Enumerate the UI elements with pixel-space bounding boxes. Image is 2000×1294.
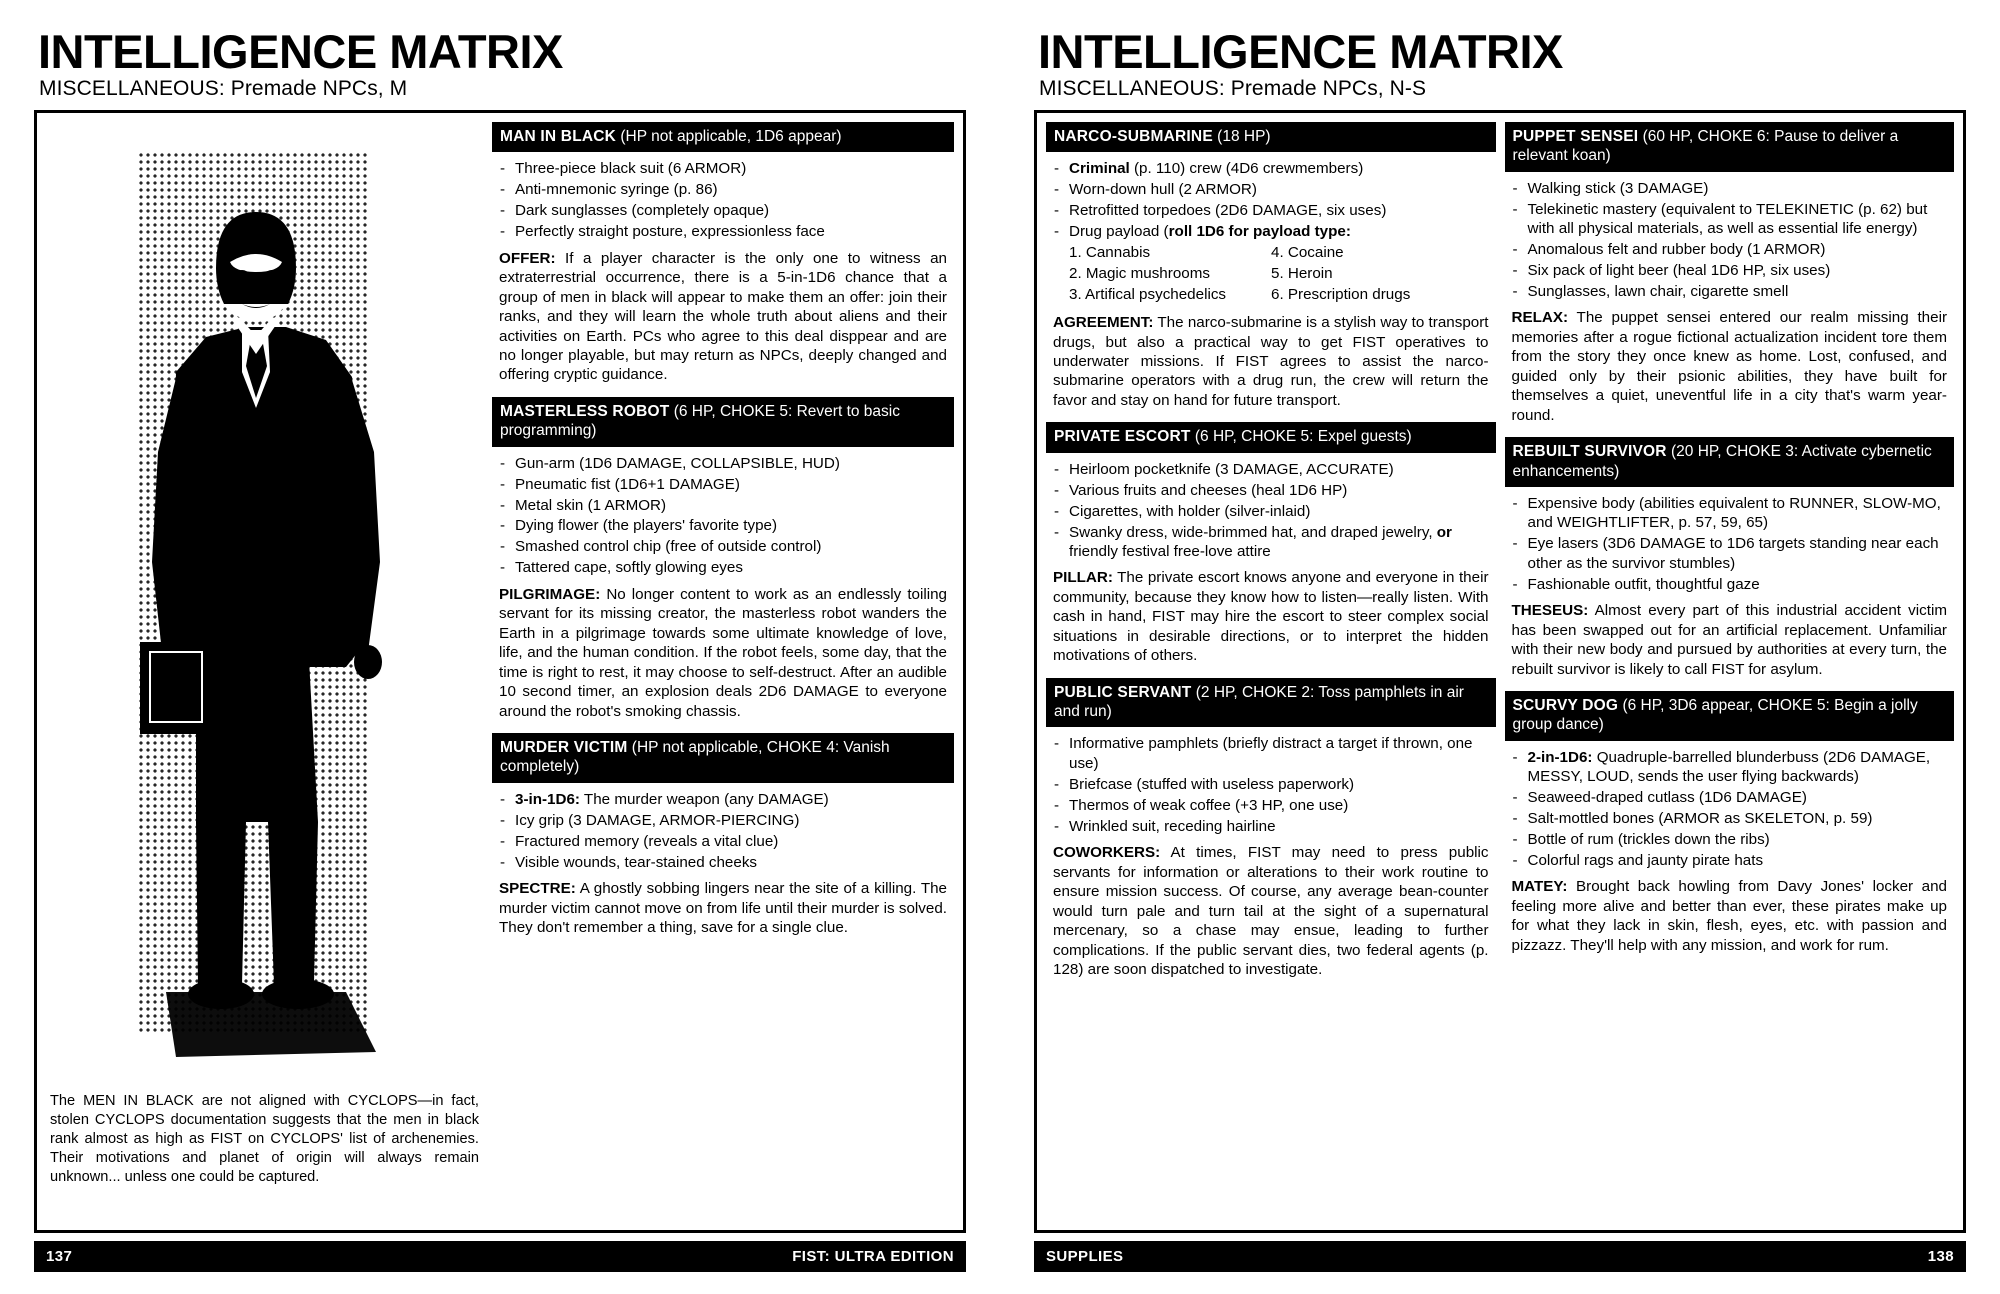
list-item: - Six pack of light beer (heal 1D6 HP, six uses) <box>1509 261 1951 280</box>
entry-header <box>1046 678 1496 728</box>
entry-body <box>1505 172 1955 427</box>
paragraph-text: Almost every part of this industrial accident victim has been swapped out for an artificial replacement. Unfamiliar with their new body and pursued by authorities at every turn, the rebuilt survivor is likely to call FIST for asylum. <box>1511 602 1947 678</box>
list-item: 3. Artifical psychedelics <box>1069 286 1227 304</box>
entry-masterless-robot <box>492 397 954 723</box>
payload-column-left <box>1069 243 1259 306</box>
entry-puppet-sensei <box>1505 122 1955 427</box>
page-header <box>1034 25 1966 110</box>
list-item: - Informative pamphlets (briefly distract a target if thrown, one use) <box>1050 734 1492 773</box>
list-item: - Perfectly straight posture, expressionless face <box>496 222 950 241</box>
paragraph-text: Brought back howling from Davy Jones' locker and feeling more alive and better than ever, these pirates make up for what they lack in skin, flesh, eyes, etc. with passion and pizzazz. They'll help with any mission, and work for rum. <box>1511 878 1947 954</box>
list-item: - Worn-down hull (2 ARMOR) <box>1050 180 1492 199</box>
entries-column-right <box>1505 122 1955 1221</box>
footer-section-name: SUPPLIES <box>1046 1248 1124 1265</box>
entry-name: MURDER VICTIM <box>500 739 628 756</box>
entry-stats: (2 HP, CHOKE 2: Toss pamphlets in air and run) <box>1054 683 1464 721</box>
paragraph-text: The puppet sensei entered our realm missing their memories after a rogue fictional actualization incident tore them from the story they once knew as home. Lost, confused, and guided only by their psionic abilities, they have built for themselves a quiet, uneventful life in a city that's warm year-round. <box>1511 309 1947 424</box>
list-item: - Anomalous felt and rubber body (1 ARMOR) <box>1509 240 1951 259</box>
entry-name: MAN IN BLACK <box>500 128 617 145</box>
paragraph-label: SPECTRE: <box>499 880 576 898</box>
entry-body <box>492 152 954 386</box>
entry-body <box>492 447 954 723</box>
page-138 <box>1000 0 2000 1294</box>
footer-page-number: 137 <box>46 1248 73 1265</box>
entry-stats: (HP not applicable, CHOKE 4: Vanish completely) <box>500 739 890 776</box>
entry-paragraph <box>1509 601 1951 679</box>
page-title: INTELLIGENCE MATRIX <box>38 25 563 78</box>
paragraph-label: COWORKERS: <box>1053 844 1161 862</box>
entry-bullets <box>1050 734 1492 836</box>
list-item: - Fractured memory (reveals a vital clue) <box>496 832 950 851</box>
list-item: - Three-piece black suit (6 ARMOR) <box>496 159 950 178</box>
list-item: 2. Magic mushrooms <box>1069 265 1210 283</box>
entry-name: MASTERLESS ROBOT <box>500 402 670 420</box>
list-item: - Retrofitted torpedoes (2D6 DAMAGE, six uses) <box>1050 201 1492 220</box>
paragraph-label: THESEUS: <box>1511 602 1589 620</box>
entry-stats: (6 HP, CHOKE 5: Revert to basic programming) <box>500 402 900 440</box>
list-item: - Smashed control chip (free of outside control) <box>496 537 950 556</box>
entry-name: PUPPET SENSEI <box>1512 128 1639 145</box>
entry-header <box>1046 122 1496 152</box>
list-item: - Visible wounds, tear-stained cheeks <box>496 853 950 872</box>
list-item: 1. Cannabis <box>1069 244 1151 262</box>
entry-bullets <box>1050 159 1492 241</box>
content-frame <box>1034 110 1966 1233</box>
entry-header <box>1505 437 1955 487</box>
entry-stats: (18 HP) <box>1217 128 1271 145</box>
entry-bullets <box>1509 179 1951 302</box>
page-subtitle: MISCELLANEOUS: Premade NPCs, M <box>39 77 408 100</box>
list-item: - Walking stick (3 DAMAGE) <box>1509 179 1951 198</box>
entry-stats: (6 HP, CHOKE 5: Expel guests) <box>1194 428 1412 446</box>
entry-paragraph <box>1509 877 1951 955</box>
entry-paragraph <box>496 585 950 721</box>
entry-paragraph <box>1050 843 1492 979</box>
entry-narco-submarine <box>1046 122 1496 412</box>
list-item: - Dark sunglasses (completely opaque) <box>496 201 950 220</box>
paragraph-label: AGREEMENT: <box>1053 314 1154 332</box>
entry-scurvy-dog <box>1505 691 1955 957</box>
entries-column <box>492 122 954 1221</box>
paragraph-text: A ghostly sobbing lingers near the site of a killing. The murder victim cannot move on from life until their murder is solved. They don't remember a thing, save for a single clue. <box>499 880 947 936</box>
entry-bullets <box>1509 494 1951 594</box>
paragraph-label: RELAX: <box>1511 309 1569 327</box>
entry-bullets <box>496 790 950 872</box>
list-item: - Pneumatic fist (1D6+1 DAMAGE) <box>496 475 950 494</box>
list-item: - Cigarettes, with holder (silver-inlaid) <box>1050 502 1492 521</box>
list-item: - Criminal (p. 110) crew (4D6 crewmembers) <box>1050 159 1492 178</box>
list-item: - Seaweed-draped cutlass (1D6 DAMAGE) <box>1509 788 1951 807</box>
entry-name: PRIVATE ESCORT <box>1054 428 1191 446</box>
entry-body <box>1505 487 1955 681</box>
entry-body <box>492 783 954 940</box>
entry-name: SCURVY DOG <box>1512 697 1619 715</box>
entry-paragraph <box>1050 568 1492 665</box>
illustration-column <box>46 122 483 1221</box>
list-item: - Wrinkled suit, receding hairline <box>1050 817 1492 836</box>
page-footer <box>34 1241 966 1272</box>
list-item: 5. Heroin <box>1271 265 1333 283</box>
man-in-black-illustration <box>46 122 483 1072</box>
entry-stats: (6 HP, 3D6 appear, CHOKE 5: Begin a jolly group dance) <box>1512 697 1918 734</box>
entry-header <box>1046 422 1496 452</box>
list-item: 6. Prescription drugs <box>1271 286 1411 304</box>
man-in-black-figure <box>46 122 483 1072</box>
entry-man-in-black <box>492 122 954 387</box>
page-title: INTELLIGENCE MATRIX <box>1038 25 1563 78</box>
entry-paragraph <box>496 879 950 937</box>
list-item: - Metal skin (1 ARMOR) <box>496 496 950 515</box>
list-item: 4. Cocaine <box>1271 244 1344 262</box>
payload-column-right <box>1271 243 1410 306</box>
list-item: - Thermos of weak coffee (+3 HP, one use) <box>1050 796 1492 815</box>
list-item: - Dying flower (the players' favorite type) <box>496 516 950 535</box>
entry-header <box>492 397 954 447</box>
list-item: - Salt-mottled bones (ARMOR as SKELETON, p. 59) <box>1509 809 1951 828</box>
entry-header <box>1505 122 1955 172</box>
page-footer <box>1034 1241 1966 1272</box>
entry-stats: (HP not applicable, 1D6 appear) <box>620 128 842 145</box>
entry-bullets <box>496 159 950 241</box>
list-item: - Anti-mnemonic syringe (p. 86) <box>496 180 950 199</box>
footer-book-title: FIST: ULTRA EDITION <box>792 1248 954 1265</box>
paragraph-label: PILLAR: <box>1053 569 1113 587</box>
list-item: - Heirloom pocketknife (3 DAMAGE, ACCURATE) <box>1050 460 1492 479</box>
payload-table <box>1069 243 1492 306</box>
content-frame <box>34 110 966 1233</box>
list-item: - Gun-arm (1D6 DAMAGE, COLLAPSIBLE, HUD) <box>496 454 950 473</box>
list-item: - Colorful rags and jaunty pirate hats <box>1509 851 1951 870</box>
entry-paragraph <box>496 249 950 385</box>
paragraph-text: If a player character is the only one to witness an extraterrestrial occurrence, there is a 5-in-1D6 chance that a group of men in black will appear to make them an offer: join their ranks, and they will learn the whole truth about aliens and their activities on Earth. PCs who agree to this deal disppear and are no longer playable, but may return as NPCs, deeply changed and offering cryptic guidance. <box>499 249 947 384</box>
entry-bullets <box>1509 748 1951 871</box>
entry-stats: (20 HP, CHOKE 3: Activate cybernetic enhancements) <box>1512 443 1932 480</box>
entry-private-escort <box>1046 422 1496 667</box>
list-item: - Briefcase (stuffed with useless paperwork) <box>1050 775 1492 794</box>
entry-bullets <box>496 454 950 578</box>
list-item: - Drug payload (roll 1D6 for payload type: <box>1050 222 1492 241</box>
list-item: - 3-in-1D6: The murder weapon (any DAMAGE) <box>496 790 950 809</box>
entry-bullets <box>1050 460 1492 562</box>
paragraph-text: The private escort knows anyone and everyone in their community, because they know how to listen—really listen. With cash in hand, FIST may hire the escort to steer complex social situations in desirable directions, or to interpret the hidden motivations of others. <box>1053 569 1489 665</box>
paragraph-label: PILGRIMAGE: <box>499 585 601 603</box>
entry-body <box>1046 453 1496 668</box>
page-subtitle: MISCELLANEOUS: Premade NPCs, N-S <box>1039 77 1427 100</box>
entry-stats: (60 HP, CHOKE 6: Pause to deliver a relevant koan) <box>1512 128 1899 165</box>
paragraph-text: At times, FIST may need to press public servants for information or alterations to their work routine to ensure mission success. Of course, any average bean-counter would turn pale and turn tail at the sight of a supernatural mercenary, so a chase may ensue, leading to further complications. If the public servant dies, two federal agents (p. 128) are soon dispatched to investigate. <box>1053 844 1489 978</box>
entry-body <box>1046 727 1496 981</box>
entry-body <box>1046 152 1496 412</box>
list-item: - Bottle of rum (trickles down the ribs) <box>1509 830 1951 849</box>
list-item: - Fashionable outfit, thoughtful gaze <box>1509 575 1951 594</box>
list-item: - Various fruits and cheeses (heal 1D6 HP) <box>1050 481 1492 500</box>
entry-header <box>492 733 954 783</box>
footer-page-number: 138 <box>1927 1248 1954 1265</box>
paragraph-label: MATEY: <box>1511 878 1568 896</box>
list-item: - Telekinetic mastery (equivalent to TELEKINETIC (p. 62) but with all physical materials, as well as essential life energy) <box>1509 200 1951 239</box>
list-item: - Expensive body (abilities equivalent to RUNNER, SLOW-MO, and WEIGHTLIFTER, p. 57, 59, 65) <box>1509 494 1951 533</box>
paragraph-text: No longer content to work as an endlessly toiling servant for its missing creator, the masterless robot wanders the Earth in a pilgrimage towards some ultimate knowledge of love, life, and the human condition. If the robot feels, some day, that the time is right to rest, it may choose to self-destruct. After an audible 10 second timer, an explosion deals 2D6 DAMAGE to everyone around the robot's smoking chassis. <box>499 585 947 720</box>
entry-murder-victim <box>492 733 954 939</box>
paragraph-text: The narco-submarine is a stylish way to transport drugs, but also a practical way to get FIST operatives to underwater missions. If FIST agrees to assist the narco-submarine operators with a drug run, the crew will return the favor and stay on hand for future transport. <box>1053 314 1489 409</box>
entry-name: REBUILT SURVIVOR <box>1512 443 1667 461</box>
paragraph-label: OFFER: <box>499 249 556 267</box>
entries-column-left <box>1046 122 1496 1221</box>
list-item: - Swanky dress, wide-brimmed hat, and draped jewelry, or friendly festival free-love attire <box>1050 523 1492 562</box>
entry-paragraph <box>1509 308 1951 425</box>
page-header <box>34 25 966 110</box>
entry-name: PUBLIC SERVANT <box>1054 683 1192 701</box>
entry-name: NARCO-SUBMARINE <box>1054 128 1213 145</box>
entry-body <box>1505 741 1955 958</box>
list-item: - Sunglasses, lawn chair, cigarette smell <box>1509 282 1951 301</box>
list-item: - 2-in-1D6: Quadruple-barrelled blunderbuss (2D6 DAMAGE, MESSY, LOUD, sends the user flying backwards) <box>1509 748 1951 787</box>
entry-rebuilt-survivor <box>1505 437 1955 681</box>
list-item: - Tattered cape, softly glowing eyes <box>496 558 950 577</box>
illustration-caption: The MEN IN BLACK are not aligned with CYCLOPS—in fact, stolen CYCLOPS documentation suggests that the men in black rank almost as high as FIST on CYCLOPS' list of archenemies. Their motivations and planet of origin will always remain unknown... unless one could be captured. <box>50 1093 479 1185</box>
list-item: - Icy grip (3 DAMAGE, ARMOR-PIERCING) <box>496 811 950 830</box>
list-item: - Eye lasers (3D6 DAMAGE to 1D6 targets standing near each other as the survivor stumbles) <box>1509 534 1951 573</box>
entry-paragraph <box>1050 313 1492 410</box>
entry-header <box>1505 691 1955 741</box>
entry-header <box>492 122 954 152</box>
entry-public-servant <box>1046 678 1496 982</box>
